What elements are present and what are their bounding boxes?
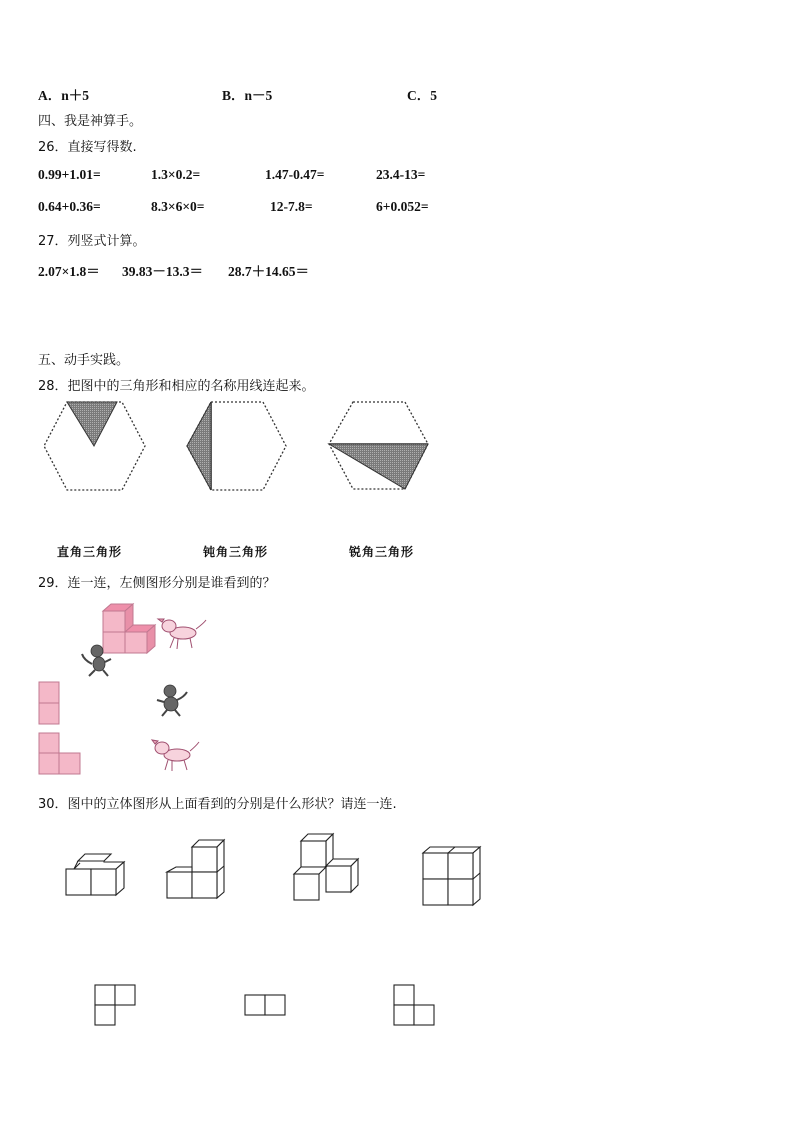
q26-prompt: 26．直接写得数. <box>38 140 137 155</box>
q27-item: 28.7＋14.65＝ <box>228 264 309 279</box>
q26-item: 6+0.052= <box>376 199 429 214</box>
q29-prompt: 29．连一连，左侧图形分别是谁看到的？ <box>38 576 276 591</box>
q30-prompt: 30．图中的立体图形从上面看到的分别是什么形状？请连一连. <box>38 797 397 812</box>
q26-item: 0.99+1.01= <box>38 167 101 182</box>
q28-label: 直角三角形 <box>57 545 123 559</box>
q28-prompt: 28．把图中的三角形和相应的名称用线连起来。 <box>38 379 315 394</box>
q27-prompt: 27．列竖式计算。 <box>38 234 146 249</box>
solid-1 <box>66 854 124 895</box>
section-4-title: 四、我是神算手。 <box>38 114 143 129</box>
option-b: B．n－5 <box>222 88 273 103</box>
top-view-2 <box>245 995 285 1015</box>
q26-item: 0.64+0.36= <box>38 199 101 214</box>
q26-item: 23.4-13= <box>376 167 426 182</box>
q28-label: 锐角三角形 <box>349 545 415 559</box>
q26-item: 1.3×0.2= <box>151 167 201 182</box>
q28-label: 钝角三角形 <box>203 545 269 559</box>
solid-3 <box>294 834 358 900</box>
q26-item: 12-7.8= <box>270 199 313 214</box>
option-a: A．n＋5 <box>38 88 90 103</box>
solid-4 <box>423 847 480 905</box>
q27-item: 39.83－13.3＝ <box>122 264 203 279</box>
top-view-1 <box>95 985 135 1025</box>
q26-item: 1.47-0.47= <box>265 167 325 182</box>
option-c: C．5 <box>407 88 437 103</box>
top-view-3 <box>394 985 434 1025</box>
section-5-title: 五、动手实践。 <box>38 353 130 368</box>
solid-2 <box>167 840 224 898</box>
q27-item: 2.07×1.8＝ <box>38 264 100 279</box>
q26-item: 8.3×6×0= <box>151 199 205 214</box>
